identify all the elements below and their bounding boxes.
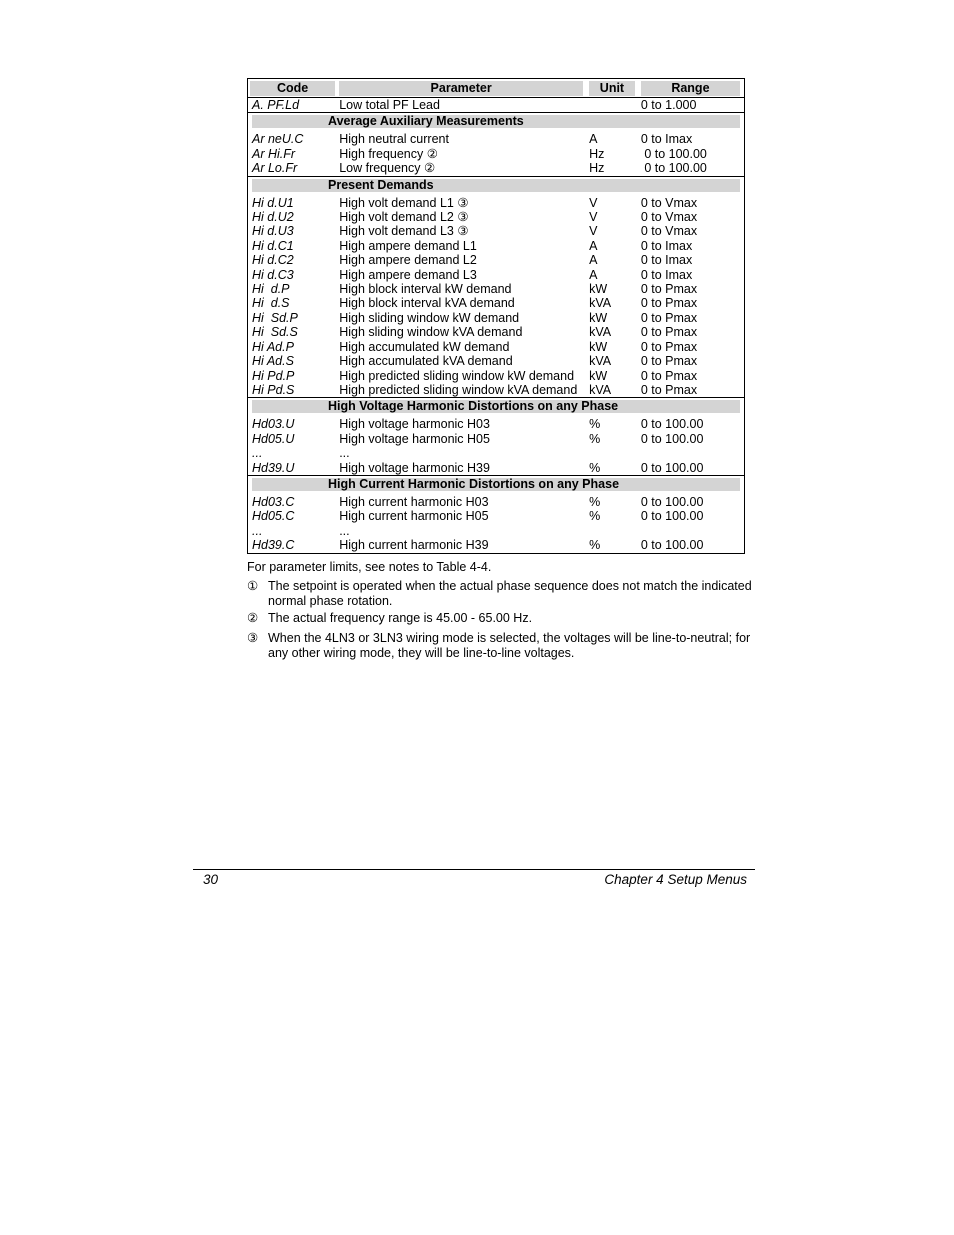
table-row [248, 383, 745, 398]
cell-range: 0 to Pmax [640, 310, 698, 325]
cell-range: 0 to Pmax [640, 339, 698, 354]
table-row [248, 98, 745, 113]
section-title: High Current Harmonic Distortions on any Phase [328, 476, 620, 491]
cell-code: Hi d.U1 [252, 195, 294, 210]
cell-param: High sliding window kVA demand [339, 325, 523, 340]
cell-code: Hi d.C1 [252, 238, 294, 253]
cell-param: High predicted sliding window kVA demand [339, 382, 578, 397]
table-row [248, 524, 745, 538]
parameters-table [247, 78, 745, 554]
cell-param: Low total PF Lead [339, 98, 440, 112]
cell-range: 0 to 100.00 [640, 509, 704, 524]
cell-param: High block interval kVA demand [339, 296, 515, 311]
cell-range: 0 to Vmax [640, 195, 698, 210]
header-range-label: Range [641, 81, 740, 96]
cell-unit: A [589, 132, 598, 147]
cell-param: High accumulated kW demand [339, 339, 510, 354]
cell-code: Hi d.U2 [252, 210, 294, 225]
table-row [248, 296, 745, 310]
cell-param: High volt demand L1 ③ [339, 195, 469, 210]
cell-range: 0 to Pmax [640, 325, 698, 340]
cell-range: 0 to Vmax [640, 224, 698, 239]
header-unit [589, 79, 641, 98]
table-row [248, 253, 745, 267]
cell-param: High frequency ② [339, 146, 438, 161]
cell-param: High ampere demand L3 [339, 267, 477, 282]
header-parameter-label: Parameter [339, 81, 583, 96]
cell-param: High current harmonic H05 [339, 509, 489, 524]
note-2-marker: ② [247, 611, 259, 625]
cell-range [641, 524, 745, 538]
table-row [248, 192, 745, 210]
section-header-row [248, 398, 745, 414]
cell-unit: A [589, 238, 598, 253]
section-title-bar [252, 179, 740, 192]
section-header-cell [248, 176, 745, 192]
table-row [248, 128, 745, 146]
cell-unit: V [589, 195, 598, 210]
cell-param: High voltage harmonic H05 [339, 431, 490, 446]
table-row [248, 461, 745, 476]
cell-range: 0 to 100.00 [640, 494, 704, 509]
cell-param: High ampere demand L1 [339, 238, 477, 253]
table-row [248, 491, 745, 509]
cell-range: 0 to 100.00 [640, 460, 704, 475]
section-header-cell [248, 398, 745, 414]
header-parameter [335, 79, 589, 98]
cell-code: A. PF.Ld [252, 98, 300, 112]
cell-unit: kVA [589, 382, 612, 397]
cell-range: 0 to Pmax [640, 368, 698, 383]
cell-param: High volt demand L2 ③ [339, 210, 469, 225]
cell-code: Ar Hi.Fr [252, 146, 296, 161]
section-header-cell [248, 475, 745, 491]
table-row [248, 311, 745, 325]
cell-unit: % [589, 431, 601, 446]
header-code [248, 79, 336, 98]
table-row [248, 325, 745, 339]
cell-code: Hi Sd.P [252, 310, 298, 325]
table-row [248, 413, 745, 431]
cell-range: 0 to Pmax [640, 354, 698, 369]
cell-range: 0 to 100.00 [640, 161, 707, 176]
note-1-text: The setpoint is operated when the actual phase sequence does not match the indicated normal phase rotation. [268, 579, 752, 608]
cell-param: High voltage harmonic H39 [339, 460, 490, 475]
table-row [248, 432, 745, 446]
cell-range: 0 to Pmax [640, 382, 698, 397]
cell-unit: kVA [589, 296, 612, 311]
cell-code: Hi d.C2 [252, 253, 294, 268]
cell-param: High predicted sliding window kW demand [339, 368, 575, 383]
cell-unit [589, 524, 641, 538]
table-row [248, 239, 745, 253]
cell-code: Hd39.C [248, 538, 336, 553]
cell-unit: A [589, 253, 598, 268]
cell-code: Hi Ad.S [252, 354, 294, 369]
cell-unit [589, 98, 641, 113]
cell-code: ... [252, 523, 263, 538]
note-3-text: When the 4LN3 or 3LN3 wiring mode is selected, the voltages will be line-to-neutral; for any other wiring mode, they will be line-to-line voltages. [268, 631, 751, 660]
cell-param: High neutral current [339, 132, 449, 147]
cell-param: ... [339, 446, 350, 461]
cell-unit [589, 446, 641, 460]
section-header-row [248, 113, 745, 129]
table-row [248, 369, 745, 383]
cell-code: Hd05.U [252, 431, 295, 446]
cell-unit: A [589, 267, 598, 282]
cell-code: Hi d.U3 [252, 224, 294, 239]
footer-rule [193, 869, 755, 870]
header-range [641, 79, 745, 98]
section-title: Present Demands [328, 177, 434, 192]
section-title: Average Auxiliary Measurements [328, 114, 524, 129]
section-title-bar [252, 478, 740, 491]
cell-code: Hi Ad.P [252, 339, 294, 354]
note-1-marker: ① [247, 579, 259, 593]
cell-unit: kW [589, 339, 608, 354]
cell-range: 0 to Vmax [640, 210, 698, 225]
section-title-bar [252, 400, 740, 413]
cell-range: 0 to 100.00 [640, 431, 704, 446]
cell-range: 0 to 100.00 [640, 417, 704, 432]
header-code-label: Code [250, 81, 335, 96]
cell-code: Hi Pd.P [252, 368, 295, 383]
cell-param: High sliding window kW demand [339, 310, 520, 325]
cell-range: 0 to Imax [640, 238, 693, 253]
table-row [248, 538, 745, 553]
table-row [248, 224, 745, 238]
section-header-cell [248, 113, 745, 129]
cell-param: High block interval kW demand [339, 282, 512, 297]
cell-unit: kW [589, 282, 608, 297]
cell-range: 0 to Imax [640, 267, 693, 282]
cell-param: High volt demand L3 ③ [339, 224, 469, 239]
table-row [248, 268, 745, 282]
cell-code: Hd05.C [252, 509, 295, 524]
table-row [248, 282, 745, 296]
cell-range: 0 to Pmax [640, 296, 698, 311]
cell-unit: V [589, 210, 598, 225]
cell-code: Hd39.U [252, 460, 295, 475]
cell-code: Hd03.U [252, 417, 295, 432]
header-unit-label: Unit [589, 81, 635, 96]
cell-range: 0 to Imax [640, 253, 693, 268]
cell-unit: Hz [589, 146, 605, 161]
cell-range [641, 446, 745, 460]
cell-unit: Hz [589, 161, 605, 176]
cell-range: 0 to Imax [640, 132, 693, 147]
cell-unit: % [589, 509, 601, 524]
table-row [248, 147, 745, 161]
cell-code: Hd03.C [252, 494, 295, 509]
table-row [248, 210, 745, 224]
section-header-row [248, 475, 745, 491]
cell-code: ... [252, 446, 263, 461]
table-row [248, 509, 745, 523]
cell-range: 0 to 1.000 [640, 98, 697, 112]
cell-param: High voltage harmonic H03 [339, 417, 490, 432]
note-3-marker: ③ [247, 631, 259, 645]
cell-unit: % [589, 460, 601, 475]
cell-unit: % [589, 417, 601, 432]
cell-code: Ar Lo.Fr [252, 161, 298, 176]
chapter-title: Chapter 4 Setup Menus [604, 872, 747, 887]
cell-param: High accumulated kVA demand [339, 354, 513, 369]
section-title: High Voltage Harmonic Distortions on any Phase [328, 399, 619, 414]
cell-param: High current harmonic H03 [339, 494, 489, 509]
note-2-text: The actual frequency range is 45.00 - 65.00 Hz. [268, 611, 533, 625]
table-row [248, 446, 745, 460]
cell-code: Hi d.C3 [252, 267, 294, 282]
table-row [248, 354, 745, 368]
cell-code: Hi Sd.S [252, 325, 298, 340]
page-number: 30 [203, 872, 219, 887]
cell-param: High current harmonic H39 [335, 538, 589, 553]
cell-unit: kW [589, 310, 608, 325]
cell-unit: kVA [589, 325, 612, 340]
table-row [248, 340, 745, 354]
cell-unit: kW [589, 368, 608, 383]
cell-param: ... [339, 523, 350, 538]
cell-range: 0 to 100.00 [640, 146, 707, 161]
section-title-bar [252, 115, 740, 128]
cell-param: Low frequency ② [339, 161, 436, 176]
cell-range: 0 to 100.00 [641, 538, 745, 553]
cell-unit: V [589, 224, 598, 239]
cell-code: Ar neU.C [252, 132, 304, 147]
cell-unit: kVA [589, 354, 612, 369]
cell-unit: % [589, 494, 601, 509]
cell-unit: % [589, 538, 641, 553]
table-body [248, 98, 745, 554]
cell-code: Hi d.S [252, 296, 290, 311]
table-row [248, 161, 745, 176]
notes-intro: For parameter limits, see notes to Table 4-4. [247, 560, 492, 574]
cell-param: High ampere demand L2 [339, 253, 477, 268]
cell-code: Hi Pd.S [252, 382, 295, 397]
section-header-row [248, 176, 745, 192]
cell-code: Hi d.P [252, 282, 290, 297]
table-header-row [248, 79, 745, 98]
cell-range: 0 to Pmax [640, 282, 698, 297]
